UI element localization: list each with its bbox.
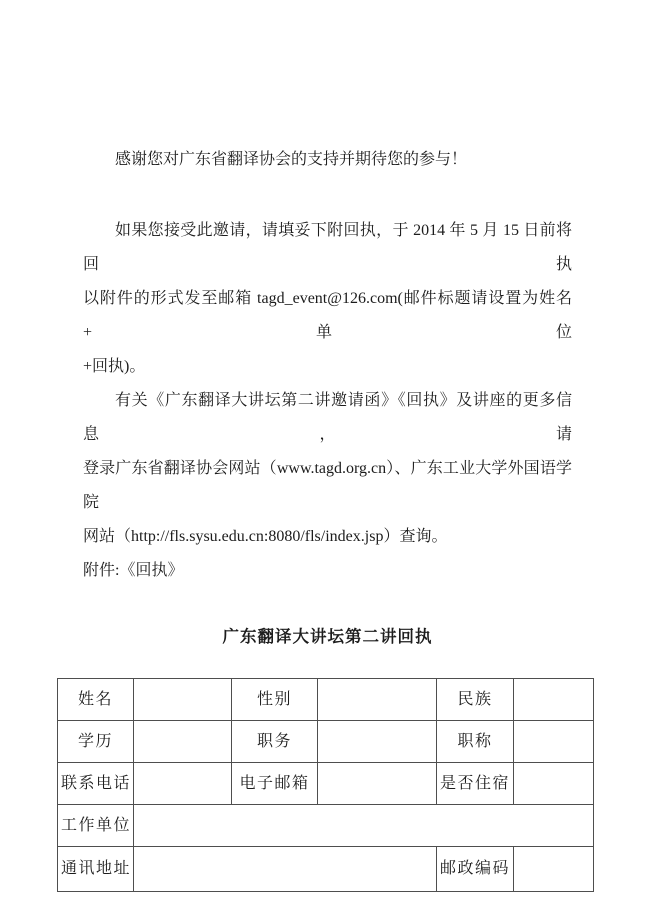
invitation-line-3: +回执)。 — [83, 358, 146, 375]
label-mailing-address: 通讯地址 — [58, 847, 134, 892]
value-phone[interactable] — [134, 763, 232, 805]
info-line-3: 网站（http://fls.sysu.edu.cn:8080/fls/index.jsp）查询。 — [83, 528, 448, 545]
invitation-line-2: 以附件的形式发至邮箱 tagd_event@126.com(邮件标题请设置为姓名+单位 — [83, 290, 572, 341]
info-line-1: 有关《广东翻译大讲坛第二讲邀请函》《回执》及讲座的更多信息，请 — [83, 392, 572, 443]
value-job-position[interactable] — [318, 721, 437, 763]
value-gender[interactable] — [318, 679, 437, 721]
table-row — [58, 721, 594, 763]
value-email[interactable] — [318, 763, 437, 805]
invitation-paragraph — [83, 214, 572, 384]
value-work-unit[interactable] — [134, 805, 594, 847]
label-ethnicity: 民族 — [437, 679, 514, 721]
label-job-position: 职务 — [232, 721, 318, 763]
info-paragraph — [83, 384, 572, 554]
label-accommodation: 是否住宿 — [437, 763, 514, 805]
table-row — [58, 679, 594, 721]
label-education: 学历 — [58, 721, 134, 763]
value-postal-code[interactable] — [514, 847, 594, 892]
table-row — [58, 805, 594, 847]
label-name: 姓名 — [58, 679, 134, 721]
thanks-line: 感谢您对广东省翻译协会的支持并期待您的参与！ — [115, 151, 468, 168]
reply-form-table — [57, 678, 594, 892]
value-ethnicity[interactable] — [514, 679, 594, 721]
invitation-line-1: 如果您接受此邀请，请填妥下附回执，于 2014 年 5 月 15 日前将回执 — [83, 222, 572, 273]
label-work-unit: 工作单位 — [58, 805, 134, 847]
label-professional-title: 职称 — [437, 721, 514, 763]
table-row — [58, 763, 594, 805]
label-phone: 联系电话 — [58, 763, 134, 805]
attachment-line: 附件:《回执》 — [83, 562, 184, 579]
label-postal-code: 邮政编码 — [437, 847, 514, 892]
value-professional-title[interactable] — [514, 721, 594, 763]
value-accommodation[interactable] — [514, 763, 594, 805]
label-email: 电子邮箱 — [232, 763, 318, 805]
label-gender: 性别 — [232, 679, 318, 721]
document-body — [61, 143, 572, 892]
info-line-2: 登录广东省翻译协会网站（www.tagd.org.cn）、广东工业大学外国语学院 — [83, 460, 572, 511]
value-mailing-address[interactable] — [134, 847, 437, 892]
form-title: 广东翻译大讲坛第二讲回执 — [222, 627, 433, 646]
value-name[interactable] — [134, 679, 232, 721]
value-education[interactable] — [134, 721, 232, 763]
table-row — [58, 847, 594, 892]
